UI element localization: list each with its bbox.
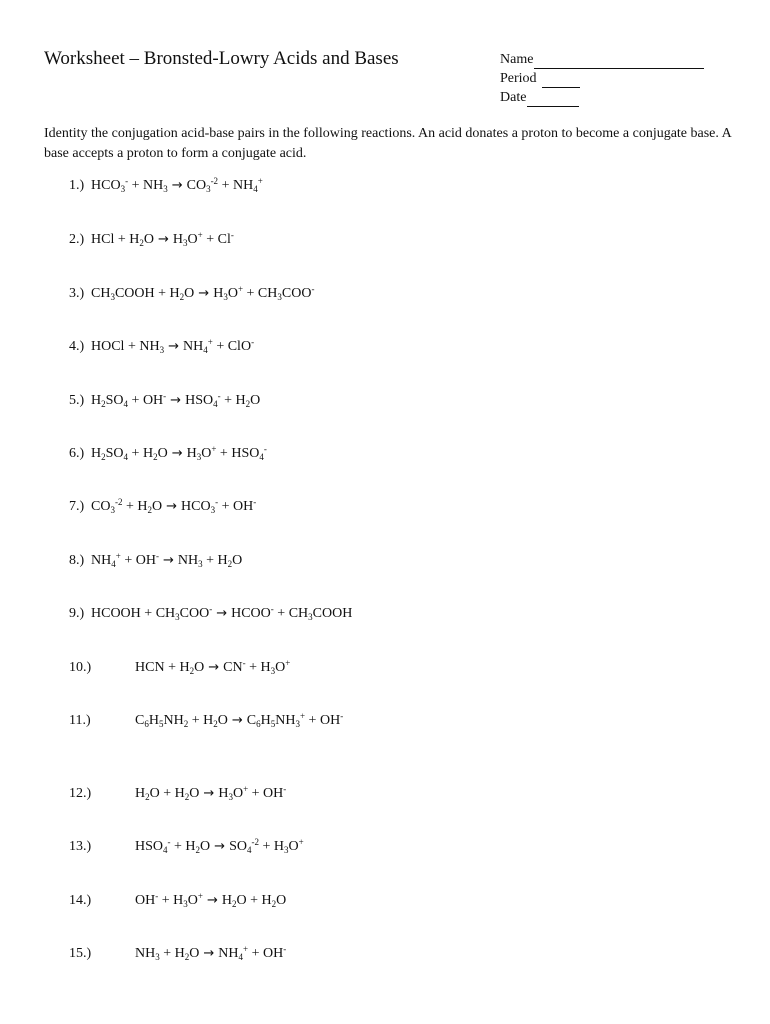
reaction-arrow: →	[216, 606, 228, 621]
problem-number: 13.)	[69, 839, 92, 854]
reaction-equation: HOCl + $NH_3 \to NH_4^+ + ClO^-$	[91, 337, 255, 355]
problem-item	[69, 499, 256, 515]
name-label: Name	[500, 52, 534, 67]
instructions: Identity the conjugation acid-base pairs in the following reactions. An acid donates a proton to become a conjugate base. A base accepts a proton to form a conjugate acid.	[44, 126, 731, 161]
reaction-equation: $HSO_4^- + H_2O \to SO_4^{-2} + H_3O^+$	[135, 837, 304, 855]
problem-item	[69, 946, 286, 962]
problem-item	[69, 232, 234, 248]
name-blank[interactable]	[534, 54, 704, 69]
reaction-equation: $NH_3 + H_2O \to NH_4^+ + OH^-$	[135, 944, 287, 962]
problem-number: 2.)	[69, 232, 85, 247]
reaction-equation: $C_6H_5NH_2 + H_2O \to C_6H_5NH_3^+ + OH^-$	[135, 711, 344, 729]
reaction-arrow: →	[158, 232, 169, 247]
reaction-equation: HCN + $H_2O \to CN^- + H_3O^+$	[135, 658, 291, 676]
name-field[interactable]	[500, 50, 704, 69]
reaction-equation: HCOOH + $CH_3COO^-$ → HCOO- + $CH_3COOH$	[91, 604, 353, 622]
problem-item	[69, 178, 263, 194]
problem-number: 4.)	[69, 339, 85, 354]
problem-number: 8.)	[69, 553, 85, 568]
reaction-arrow: →	[214, 839, 226, 854]
student-info-fields	[500, 50, 704, 107]
problem-number: 11.)	[69, 713, 91, 728]
problem-number: 10.)	[69, 660, 92, 675]
problem-number: 3.)	[69, 286, 85, 301]
problem-number: 6.)	[69, 446, 85, 461]
reaction-arrow: →	[168, 339, 179, 354]
reaction-arrow: →	[206, 893, 218, 908]
problem-item	[69, 446, 267, 462]
reaction-equation: $HCO_3^- + NH_3 \to CO_3^{-2} + NH_4^+$	[91, 176, 263, 194]
problem-number: 12.)	[69, 786, 92, 801]
problem-item	[69, 893, 286, 909]
date-label: Date	[500, 90, 527, 105]
problem-item	[69, 839, 304, 855]
reaction-arrow: →	[171, 178, 183, 193]
problem-item	[69, 339, 254, 355]
date-blank[interactable]	[527, 92, 579, 107]
reaction-arrow: →	[198, 286, 210, 301]
reaction-equation: $H_2SO_4 + OH^- \to HSO_4^- + H_2O$	[91, 391, 261, 409]
reaction-arrow: →	[162, 553, 174, 568]
period-field[interactable]	[500, 69, 704, 88]
problem-number: 5.)	[69, 393, 85, 408]
reaction-equation: $H_2O + H_2O \to H_3O^+ + OH^-$	[135, 784, 287, 802]
problem-number: 9.)	[69, 606, 85, 621]
period-label: Period	[500, 71, 537, 86]
problem-item	[69, 553, 242, 569]
reaction-arrow: →	[231, 713, 243, 728]
reaction-equation: $H_2SO_4 + H_2O \to H_3O^+ + HSO_4^-$	[91, 444, 267, 462]
reaction-arrow: →	[208, 660, 220, 675]
worksheet-title: Worksheet – Bronsted-Lowry Acids and Bases	[44, 48, 399, 69]
problem-number: 15.)	[69, 946, 92, 961]
reaction-arrow: →	[166, 499, 178, 514]
reaction-equation: HCl + $H_2O \to H_3O^+ + Cl^-$	[91, 230, 234, 248]
date-field[interactable]	[500, 88, 704, 107]
reaction-equation: $CH_3COOH + H_2O \to H_3O^+ + CH_3COO^-$	[91, 284, 315, 302]
period-blank[interactable]	[542, 73, 580, 88]
reaction-equation: $CO_3^{-2} + H_2O \to HCO_3^- + OH^-$	[91, 497, 257, 515]
problem-number: 7.)	[69, 499, 85, 514]
reaction-equation: $OH^- + H_3O^+ \to H_2O + H_2O$	[135, 891, 287, 909]
reaction-arrow: →	[171, 446, 183, 461]
reaction-arrow: →	[170, 393, 182, 408]
reaction-arrow: →	[203, 946, 215, 961]
problem-item	[69, 393, 260, 409]
problem-number: 1.)	[69, 178, 85, 193]
problem-item	[69, 660, 290, 676]
problem-item	[69, 286, 314, 302]
problem-item	[69, 606, 352, 622]
problem-item	[69, 786, 286, 802]
reaction-equation: $NH_4^+ + OH^- \to NH_3 + H_2O$	[91, 551, 243, 569]
problem-item	[69, 713, 343, 729]
reaction-arrow: →	[203, 786, 215, 801]
problem-number: 14.)	[69, 893, 92, 908]
